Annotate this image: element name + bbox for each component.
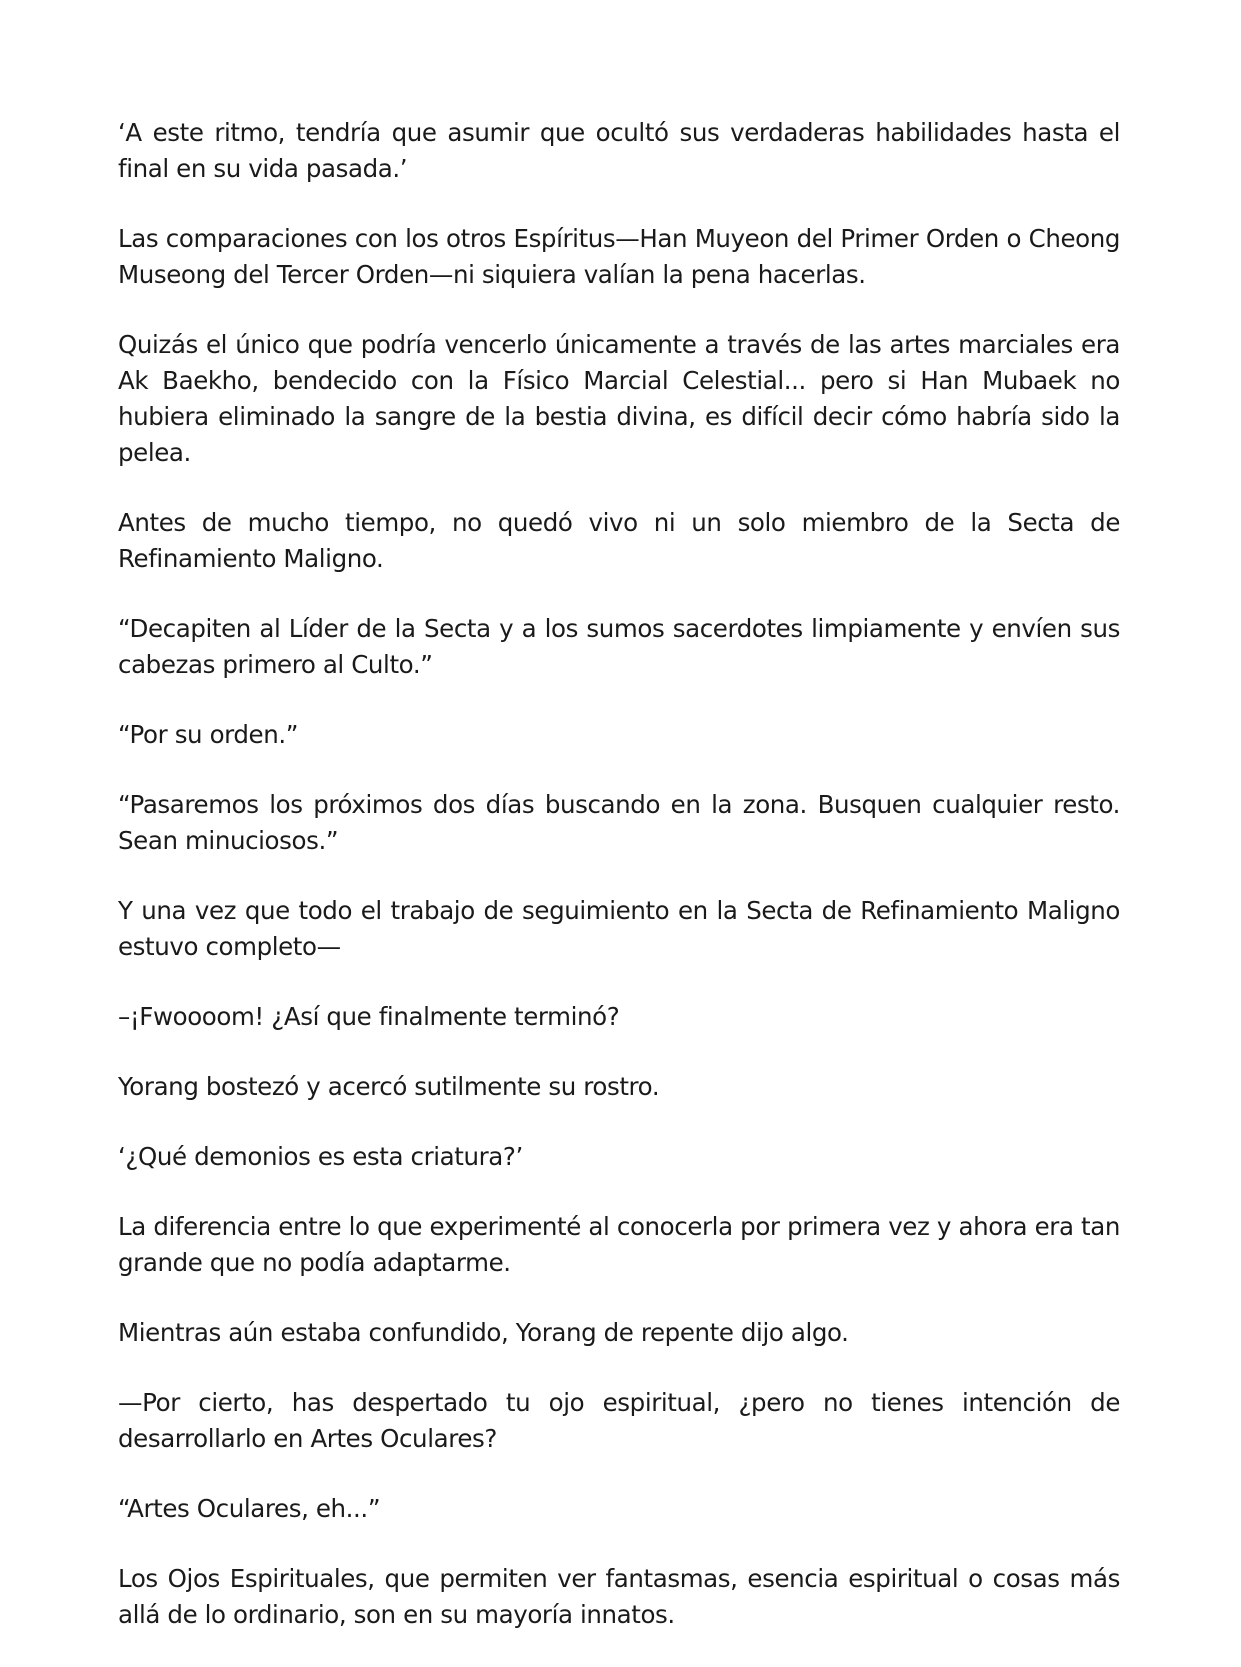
paragraph-10: Yorang bostezó y acercó sutilmente su rostro. [118,1072,660,1101]
document-page [118,115,1120,1667]
paragraph-6: “Por su orden.” [118,720,299,749]
paragraph-1: ‘A este ritmo, tendría que asumir que ocultó sus verdaderas habilidades hasta el final en su vida pasada.’ [118,118,1120,183]
paragraph-9: –¡Fwoooom! ¿Así que finalmente terminó? [118,1002,620,1031]
paragraph-14: —Por cierto, has despertado tu ojo espiritual, ¿pero no tienes intención de desarrollarlo en Artes Oculares? [118,1388,1120,1453]
paragraph-3: Quizás el único que podría vencerlo únicamente a través de las artes marciales era Ak Baekho, bendecido con la Físico Marcial Celestial... pero si Han Mubaek no hubiera eliminado la sangre de la bestia divina, es difícil decir cómo habría sido la pelea. [118,330,1120,467]
paragraph-15: “Artes Oculares, eh...” [118,1494,381,1523]
paragraph-11: ‘¿Qué demonios es esta criatura?’ [118,1142,523,1171]
paragraph-12: La diferencia entre lo que experimenté al conocerla por primera vez y ahora era tan grande que no podía adaptarme. [118,1212,1120,1277]
paragraph-13: Mientras aún estaba confundido, Yorang de repente dijo algo. [118,1318,849,1347]
paragraph-4: Antes de mucho tiempo, no quedó vivo ni un solo miembro de la Secta de Refinamiento Maligno. [118,508,1120,573]
paragraph-8: Y una vez que todo el trabajo de seguimiento en la Secta de Refinamiento Maligno estuvo completo— [118,896,1120,961]
paragraph-5: “Decapiten al Líder de la Secta y a los sumos sacerdotes limpiamente y envíen sus cabezas primero al Culto.” [118,614,1120,679]
paragraph-16: Los Ojos Espirituales, que permiten ver fantasmas, esencia espiritual o cosas más allá de lo ordinario, son en su mayoría innatos. [118,1564,1120,1629]
paragraph-7: “Pasaremos los próximos dos días buscando en la zona. Busquen cualquier resto. Sean minuciosos.” [118,790,1120,855]
paragraph-2: Las comparaciones con los otros Espíritus—Han Muyeon del Primer Orden o Cheong Museong del Tercer Orden—ni siquiera valían la pena hacerlas. [118,224,1120,289]
